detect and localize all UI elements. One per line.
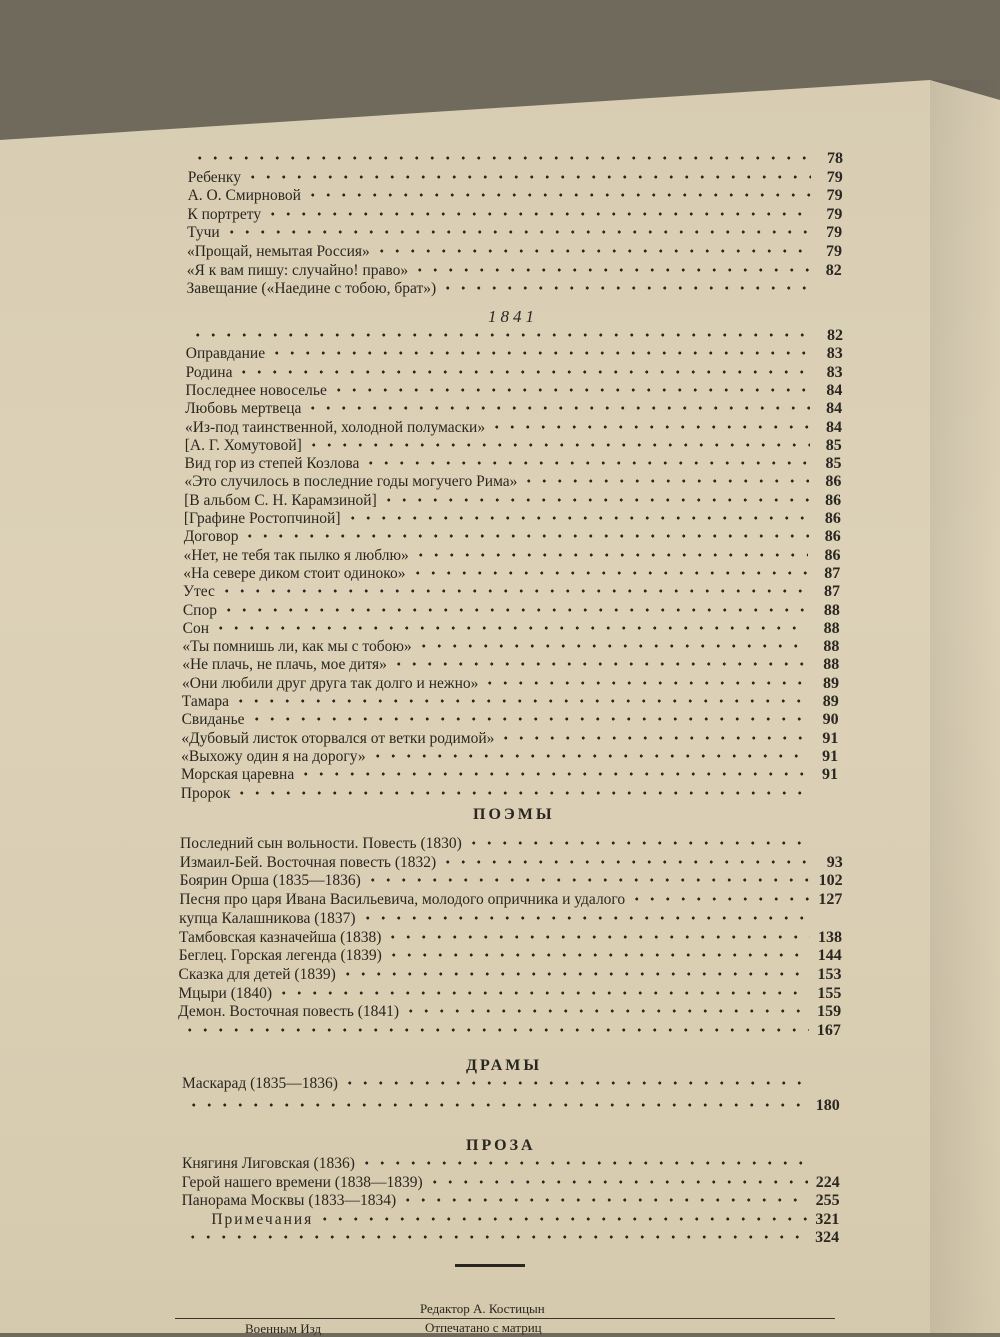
toc-entry [186, 325, 843, 345]
toc-entry [185, 398, 842, 418]
toc-entry-page: 144 [817, 947, 842, 965]
toc-entry-page: 159 [817, 1003, 842, 1021]
toc-entry [180, 870, 843, 890]
toc-entry-page: 84 [825, 418, 842, 436]
leader-dots [403, 1002, 809, 1020]
toc-entry [185, 453, 842, 473]
toc-entry [182, 709, 839, 729]
toc-entry [185, 380, 842, 400]
toc-entry [188, 185, 843, 205]
leader-dots [386, 946, 810, 964]
toc-entry-title: Оправдание [185, 345, 266, 363]
toc-entry-title: Тучи [187, 224, 220, 242]
toc-entry-title: Спор [182, 601, 217, 619]
toc-entry [178, 1020, 841, 1040]
toc-entry [179, 927, 842, 947]
leader-dots [306, 436, 810, 454]
toc-entry [185, 417, 842, 437]
toc-entry-title: Пророк [180, 784, 231, 802]
toc-entry [182, 691, 839, 711]
leader-dots [265, 205, 810, 223]
toc-entry-page: 82 [825, 261, 842, 279]
toc-entry [181, 1227, 839, 1247]
toc-entry-page: 86 [824, 528, 841, 546]
toc-entry-title: [В альбом С. Н. Карамзиной] [184, 491, 377, 509]
leader-dots [234, 784, 805, 802]
toc-entry-title: [А. Г. Хомутовой] [184, 436, 302, 454]
toc-entry-page: 82 [827, 327, 843, 344]
leader-dots [317, 1210, 807, 1228]
toc-entry-title: А. О. Смирновой [187, 187, 301, 205]
toc-entry-page: 255 [815, 1192, 840, 1209]
toc-entry [184, 490, 841, 510]
leader-dots [521, 472, 809, 490]
leader-dots [213, 619, 808, 637]
toc-entry-title: Морская царевна [180, 766, 295, 784]
leader-dots [305, 186, 811, 204]
toc-entry-page: 91 [822, 747, 839, 765]
toc-entry-title: «Я к вам пишу: случайно! право» [186, 261, 409, 279]
leader-dots [374, 242, 810, 260]
toc-entry-title: Песня про царя Ивана Васильевича, молодого опричника и удалого [179, 891, 626, 909]
leader-dots [359, 1154, 808, 1172]
leader-dots [224, 223, 810, 241]
toc-entry [183, 545, 840, 565]
toc-entry-page: 86 [824, 546, 841, 564]
leader-dots [233, 692, 807, 710]
leader-dots [412, 261, 810, 279]
footer-rule [175, 1318, 835, 1319]
toc-entry-title: «Из-под таинственной, холодной полумаски» [184, 418, 486, 436]
year-heading-1841: 1841 [488, 307, 538, 326]
publisher-fragment: Военным Изд [245, 1321, 322, 1336]
leader-dots [245, 168, 811, 186]
toc-entry-title: «На севере диком стоит одиноко» [183, 564, 406, 582]
printing-note: Отпечатано с матриц [425, 1320, 542, 1335]
toc-entry-page: 321 [815, 1210, 840, 1228]
toc-entry-title: Княгиня Лиговская (1836) [182, 1155, 355, 1172]
toc-entry [185, 435, 842, 455]
leader-dots [190, 326, 811, 344]
toc-entry [184, 508, 841, 528]
toc-entry-page: 78 [827, 150, 843, 167]
toc-entry [183, 618, 840, 638]
toc-entry [182, 1095, 840, 1115]
toc-entry [183, 563, 840, 583]
toc-entry-page: 86 [824, 510, 841, 527]
toc-entry-title: «Это случилось в последние годы могучего Рима» [184, 473, 518, 491]
toc-entry [186, 362, 843, 382]
leader-dots [391, 655, 807, 673]
toc-entry-title: Вид гор из степей Козлова [184, 455, 360, 473]
toc-entry-page: 83 [826, 345, 843, 363]
toc-entry [182, 1073, 840, 1093]
toc-entry [182, 673, 839, 693]
leader-dots [363, 454, 809, 472]
leader-dots [370, 747, 807, 765]
leader-dots [466, 834, 811, 852]
leader-dots [381, 491, 809, 509]
toc-entry-page: 79 [825, 243, 842, 260]
leader-dots [360, 909, 811, 927]
leader-dots [498, 729, 806, 747]
toc-entry-page: 89 [822, 693, 839, 710]
heading-dramas: ДРАМЫ [466, 1057, 543, 1074]
toc-entry-page: 90 [822, 711, 839, 729]
leader-dots [340, 965, 810, 983]
toc-entry-page: 102 [818, 872, 843, 890]
leader-dots [331, 381, 811, 399]
toc-entry-page: 85 [825, 455, 842, 473]
toc-entry-title: Сон [182, 619, 210, 637]
toc-entry-page: 88 [823, 638, 840, 656]
toc-entry-page: 87 [824, 564, 841, 582]
toc-entry-title: Тамара [181, 693, 229, 710]
toc-entry-title: Ребенку [187, 168, 241, 186]
toc-entry-title: Измаил-Бей. Восточная повесть (1832) [179, 853, 437, 871]
toc-entry-title: Мцыри (1840) [178, 984, 273, 1002]
end-rule [455, 1264, 525, 1267]
toc-entry [181, 728, 838, 748]
toc-entry-title: Любовь мертвеца [185, 400, 302, 418]
leader-dots [276, 984, 809, 1002]
toc-entry-title: Договор [183, 528, 239, 546]
heading-poems: ПОЭМЫ [473, 806, 555, 823]
toc-entry-title: Боярин Орша (1835—1836) [179, 872, 361, 890]
toc-entry-title: Маскарад (1835—1836) [182, 1075, 338, 1092]
toc-entry [187, 260, 842, 280]
leader-dots [236, 363, 810, 381]
leader-dots [305, 399, 810, 417]
toc-entry [179, 908, 842, 928]
toc-entry [182, 654, 839, 674]
toc-entry [183, 581, 840, 601]
toc-entry-page: 86 [825, 491, 842, 509]
toc-entry [187, 204, 842, 224]
toc-entry-page: 88 [823, 619, 840, 637]
toc-entry [182, 1153, 840, 1173]
leader-dots [413, 546, 809, 564]
leader-dots [629, 890, 810, 908]
toc-entry-title: «Дубовый листок оторвался от ветки родимой» [181, 729, 495, 747]
toc-entry [180, 852, 843, 872]
toc-entry [184, 471, 841, 491]
toc-entry-page: 180 [815, 1097, 840, 1114]
toc-entry-page: 85 [825, 436, 842, 454]
toc-entry-page: 84 [826, 381, 843, 399]
leader-dots [221, 601, 808, 619]
toc-entry [186, 343, 843, 363]
toc-entry [187, 222, 842, 242]
toc-entry-title: «Ты помнишь ли, как мы с тобою» [182, 638, 412, 656]
toc-entry-title: «Нет, не тебя так пылко я люблю» [183, 546, 409, 564]
heading-prose: ПРОЗА [466, 1137, 536, 1154]
toc-entry-title: Родина [185, 363, 233, 381]
toc-entry-page: 88 [823, 656, 840, 674]
toc-entry-page: 79 [826, 224, 843, 242]
leader-dots [242, 527, 808, 545]
toc-entry-title: Последний сын вольности. Повесть (1830) [180, 835, 462, 852]
leader-dots [249, 710, 807, 728]
toc-entry [181, 1209, 839, 1229]
toc-entry [182, 636, 839, 656]
toc-entry-page: 93 [826, 853, 843, 871]
toc-entry [188, 148, 843, 168]
toc-entry-title: Утес [183, 583, 215, 601]
toc-entry-title: купца Калашникова (1837) [179, 909, 356, 927]
toc-entry [179, 945, 842, 965]
toc-entry-title: Сказка для детей (1839) [178, 965, 336, 983]
leader-dots [219, 582, 808, 600]
toc-entry-page: 138 [817, 928, 842, 946]
toc-entry-title: Демон. Восточная повесть (1841) [178, 1003, 400, 1021]
toc-entry-page: 224 [815, 1173, 840, 1191]
toc-entry [179, 964, 842, 984]
leader-dots [400, 1191, 807, 1209]
toc-entry-title: Панорама Москвы (1833—1834) [181, 1192, 397, 1209]
toc-entry-page: 79 [826, 187, 843, 205]
toc-entry [180, 833, 843, 853]
leader-dots [416, 637, 808, 655]
toc-entry [188, 167, 843, 187]
toc-entry-title: Завещание («Наедине с тобою, брат») [186, 280, 437, 298]
page-edge-shadow [930, 80, 1000, 1333]
leader-dots [482, 674, 807, 692]
toc-entry-page: 83 [826, 363, 843, 381]
toc-entry-title: [Графине Ростопчиной] [183, 510, 341, 527]
leader-dots [186, 1096, 808, 1114]
toc-entry [187, 278, 842, 298]
toc-entry-page: 91 [822, 729, 839, 747]
toc-entry-title: Герой нашего времени (1838—1839) [181, 1173, 423, 1191]
toc-entry-page: 153 [817, 965, 842, 983]
leader-dots [185, 1228, 807, 1246]
leader-dots [269, 344, 811, 362]
toc-entry-title: Беглец. Горская легенда (1839) [178, 947, 382, 965]
leader-dots [427, 1173, 808, 1191]
toc-entry [181, 746, 838, 766]
toc-entry-page: 79 [826, 168, 843, 186]
leader-dots [182, 1021, 809, 1039]
toc-entry [181, 764, 838, 784]
leader-dots [410, 564, 809, 582]
toc-entry-title: «Не плачь, не плачь, мое дитя» [182, 656, 387, 674]
toc-entry-page: 79 [826, 205, 843, 223]
leader-dots [298, 765, 806, 783]
leader-dots [440, 853, 811, 871]
toc-entry [184, 526, 841, 546]
leader-dots [365, 871, 811, 889]
editor-credit: Редактор А. Костицын [420, 1301, 545, 1316]
toc-entry-page: 89 [823, 674, 839, 692]
toc-entry-page: 88 [823, 601, 840, 619]
leader-dots [345, 509, 809, 527]
leader-dots [192, 149, 811, 167]
toc-entry-title: Свиданье [181, 711, 245, 729]
leader-dots [342, 1074, 808, 1092]
toc-entry-page: 86 [825, 473, 842, 491]
toc-entry-page: 324 [815, 1229, 840, 1246]
toc-entry [183, 600, 840, 620]
toc-entry-page: 87 [824, 583, 841, 601]
toc-entry-title: Последнее новоселье [185, 381, 327, 399]
toc-entry-title: Примечания [211, 1210, 314, 1228]
toc-entry [179, 889, 842, 909]
toc-entry-title: «Выхожу один я на дорогу» [181, 747, 366, 765]
toc-entry [181, 783, 838, 803]
toc-entry-title: К портрету [187, 205, 262, 223]
toc-entry-title: «Они любили друг друга так долго и нежно» [182, 674, 479, 692]
toc-entry [178, 1001, 841, 1021]
toc-entry-title: «Прощай, немытая Россия» [186, 243, 370, 260]
toc-entry-page: 84 [826, 400, 843, 418]
toc-entry [187, 241, 842, 261]
toc-entry-page: 127 [818, 891, 843, 909]
leader-dots [385, 928, 809, 946]
toc-entry [182, 1172, 840, 1192]
leader-dots [440, 279, 809, 297]
toc-entry-page: 91 [821, 766, 838, 784]
toc-entry-page: 167 [816, 1022, 841, 1039]
leader-dots [489, 418, 810, 436]
toc-entry-page: 155 [817, 984, 842, 1002]
toc-entry-title: Тамбовская казначейша (1838) [178, 928, 382, 946]
toc-entry [182, 1190, 840, 1210]
toc-entry [178, 983, 841, 1003]
